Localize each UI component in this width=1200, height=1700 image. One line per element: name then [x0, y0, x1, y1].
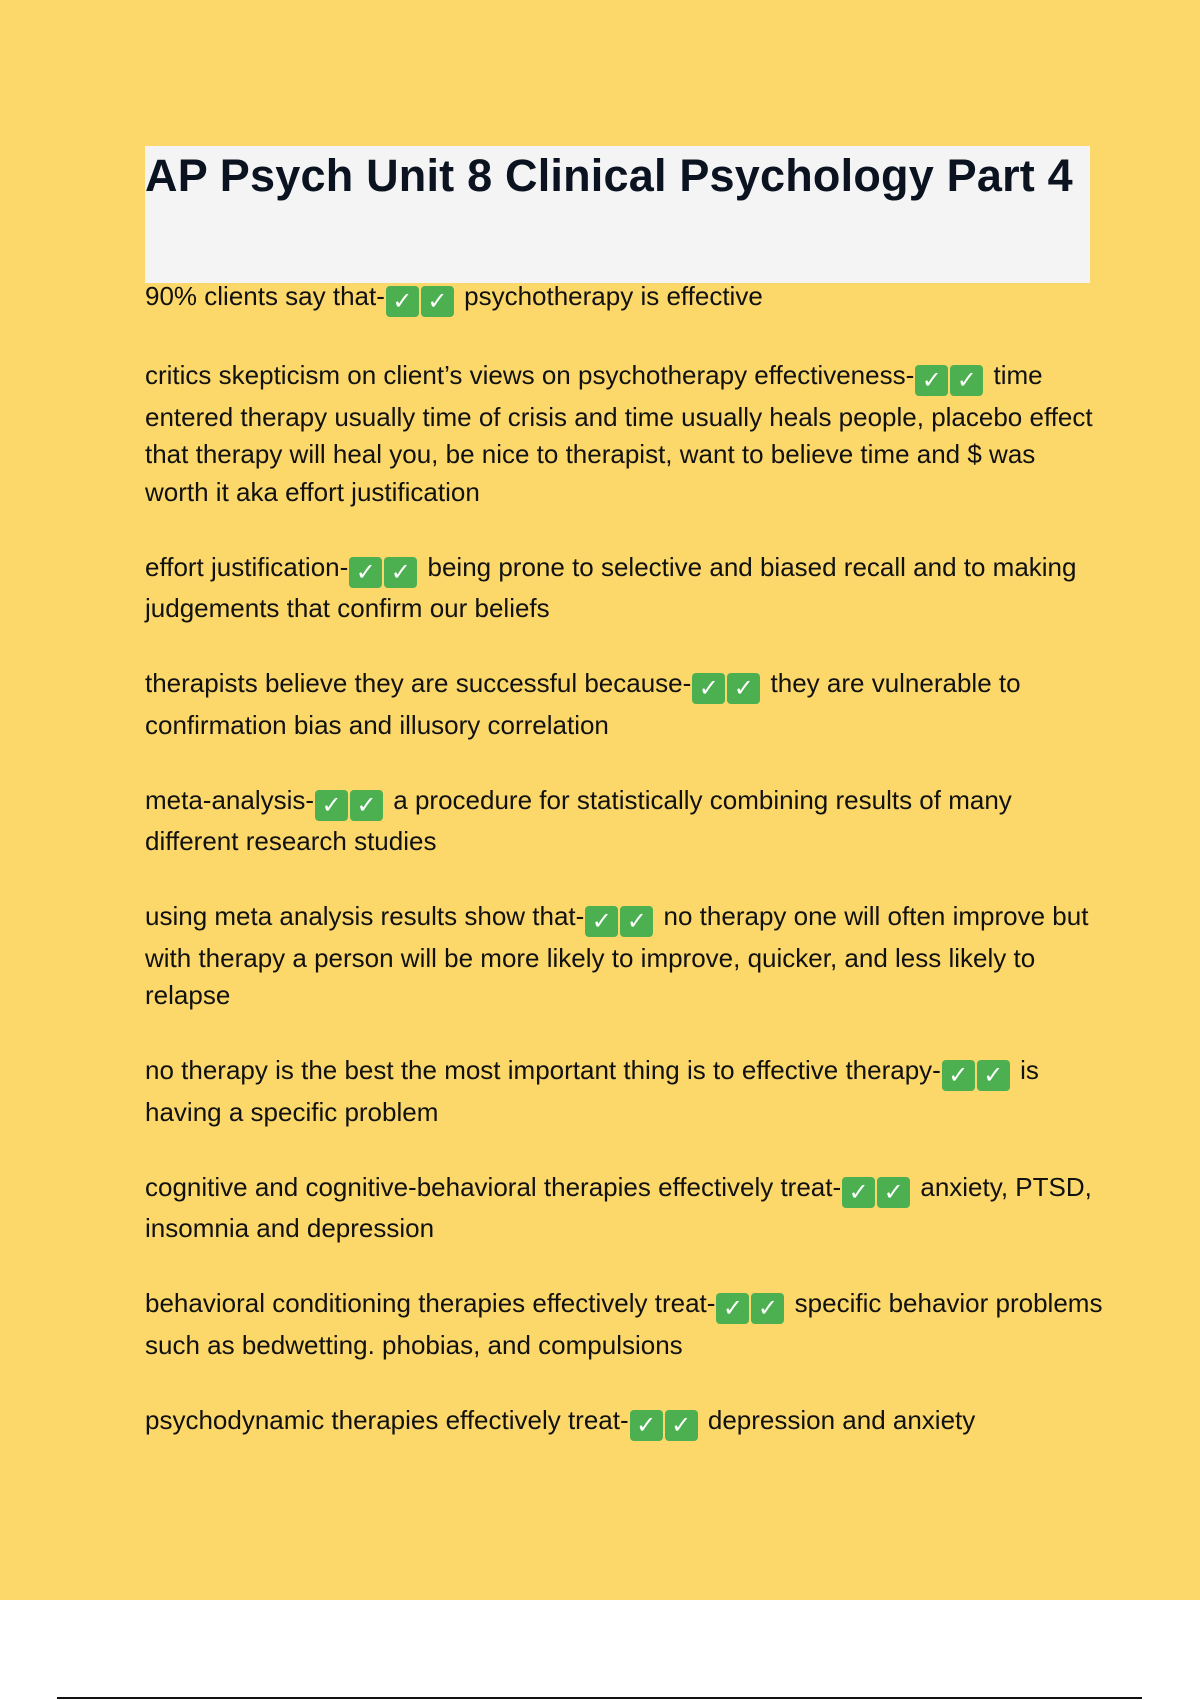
check-mark-icon: ✓: [349, 557, 382, 588]
flashcard-item: [145, 1169, 1105, 1248]
flashcard-item: [145, 1402, 1105, 1444]
card-term: psychodynamic therapies effectively treat-: [145, 1404, 629, 1435]
card-definition: no therapy one will often improve but with therapy a person will be more likely to improve, quicker, and less likely to relapse: [145, 901, 1089, 1010]
title-box: [145, 146, 1090, 283]
check-mark-icon: ✓: [585, 906, 618, 937]
card-term: effort justification-: [145, 551, 349, 582]
document-title: AP Psych Unit 8 Clinical Psychology Part 4: [145, 150, 1073, 201]
double-check-icon: [915, 361, 985, 399]
check-mark-icon: ✓: [842, 1177, 875, 1208]
card-term: using meta analysis results show that-: [145, 901, 585, 931]
check-mark-icon: ✓: [620, 906, 653, 937]
double-check-icon: [692, 669, 762, 707]
card-definition: time entered therapy usually time of crisis and time usually heals people, placebo effect that therapy will heal you, be nice to therapist, want to believe time and $ was worth it aka effort justification: [145, 360, 1093, 507]
check-mark-icon: ✓: [350, 790, 383, 821]
check-mark-icon: ✓: [386, 286, 419, 317]
check-mark-icon: ✓: [942, 1060, 975, 1091]
double-check-icon: [386, 282, 456, 320]
card-term: cognitive and cognitive-behavioral therapies effectively treat-: [145, 1171, 842, 1202]
card-definition: being prone to selective and biased recall and to making judgements that confirm our beliefs: [145, 551, 1077, 623]
card-definition: a procedure for statistically combining results of many different research studies: [145, 784, 1012, 856]
flashcard-item: [145, 665, 1105, 744]
check-mark-icon: ✓: [877, 1177, 910, 1208]
double-check-icon: [630, 1406, 700, 1444]
card-definition: anxiety, PTSD, insomnia and depression: [145, 1171, 1092, 1243]
check-mark-icon: ✓: [915, 365, 948, 396]
card-term: no therapy is the best the most important thing is to effective therapy-: [145, 1055, 941, 1085]
check-mark-icon: ✓: [692, 673, 725, 704]
check-mark-icon: ✓: [384, 557, 417, 588]
double-check-icon: [842, 1173, 912, 1211]
check-mark-icon: ✓: [315, 790, 348, 821]
flashcard-item: [145, 357, 1105, 511]
card-definition: psychotherapy is effective: [456, 281, 763, 311]
flashcard-item: [145, 1052, 1105, 1131]
check-mark-icon: ✓: [977, 1060, 1010, 1091]
page-bottom-rule: [57, 1697, 1142, 1699]
flashcard-item: [145, 278, 1105, 320]
double-check-icon: [315, 786, 385, 824]
card-definition: specific behavior problems such as bedwetting. phobias, and compulsions: [145, 1288, 1103, 1360]
check-mark-icon: ✓: [665, 1410, 698, 1441]
card-definition: is having a specific problem: [145, 1055, 1039, 1127]
check-mark-icon: ✓: [630, 1410, 663, 1441]
card-term: 90% clients say that-: [145, 281, 385, 311]
check-mark-icon: ✓: [716, 1293, 749, 1324]
check-mark-icon: ✓: [751, 1293, 784, 1324]
flashcard-list: [145, 278, 1105, 1481]
flashcard-item: [145, 549, 1105, 628]
card-definition: they are vulnerable to confirmation bias and illusory correlation: [145, 668, 1021, 740]
card-term: meta-analysis-: [145, 784, 315, 815]
flashcard-item: [145, 1285, 1105, 1364]
double-check-icon: [716, 1289, 786, 1327]
check-mark-icon: ✓: [950, 365, 983, 396]
double-check-icon: [349, 553, 419, 591]
flashcard-item: [145, 898, 1105, 1015]
card-term: critics skepticism on client’s views on psychotherapy effectiveness-: [145, 360, 915, 390]
card-term: behavioral conditioning therapies effectively treat-: [145, 1288, 716, 1318]
card-definition: depression and anxiety: [700, 1404, 976, 1435]
double-check-icon: [942, 1056, 1012, 1094]
check-mark-icon: ✓: [421, 286, 454, 317]
double-check-icon: [585, 902, 655, 940]
flashcard-item: [145, 782, 1105, 861]
check-mark-icon: ✓: [727, 673, 760, 704]
card-term: therapists believe they are successful because-: [145, 668, 692, 698]
